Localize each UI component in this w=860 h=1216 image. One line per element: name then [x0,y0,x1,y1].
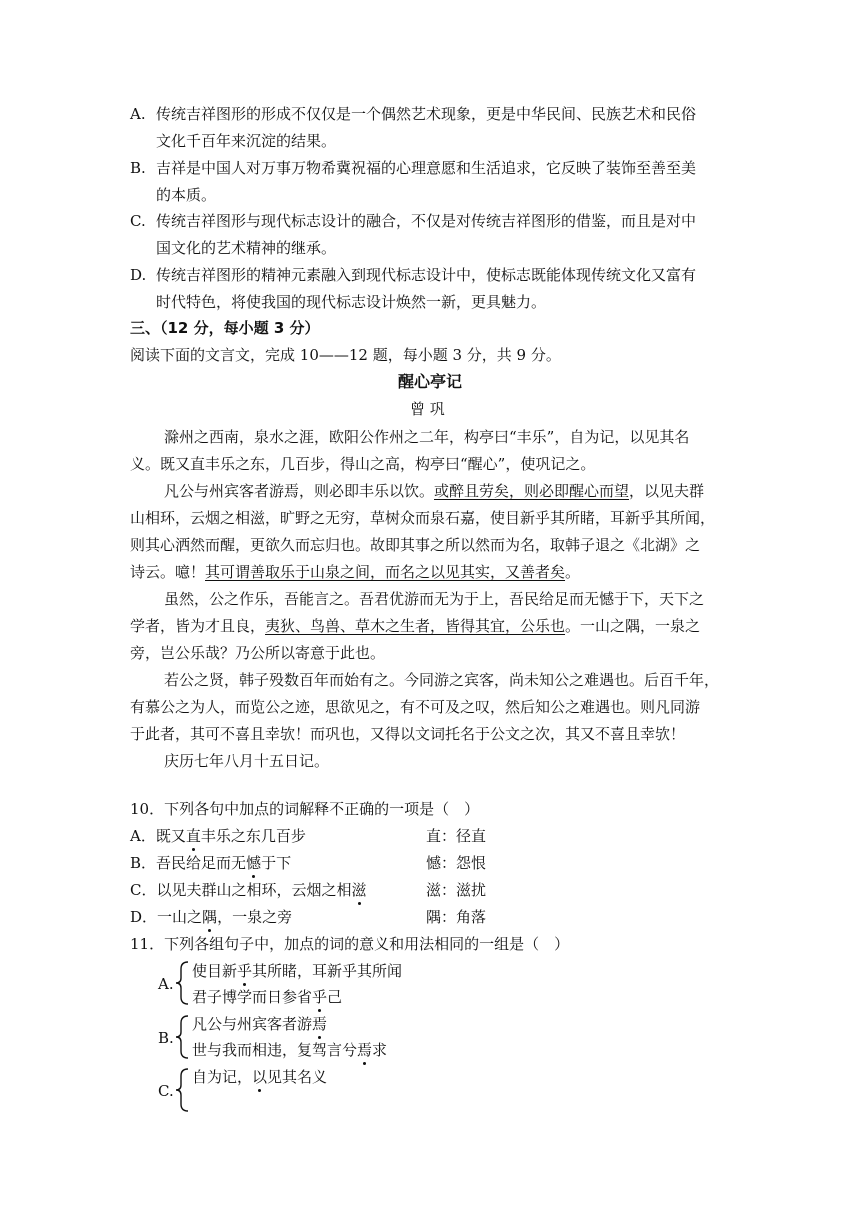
q11-group-label-c: C. [158,1082,174,1100]
passage-date: 庆历七年八月十五日记。 [164,752,330,770]
q10-definition-d: 隅：角落 [426,908,487,926]
brace-icon [174,1014,190,1060]
option-text: 国文化的艺术精神的继承。 [156,239,337,257]
dotted-word: 隅 [202,908,218,926]
q10-option-c [130,880,367,900]
passage-line [130,616,700,636]
text: 一山之 [157,908,203,926]
text: 。 [565,563,581,581]
dotted-word: 直 [185,827,201,845]
q10-definition-c: 滋：滋扰 [426,881,487,899]
text: 自为记， [192,1068,253,1086]
text: 丰乐之东几百步 [200,827,306,845]
q10-stem: 10．下列各句中加点的词解释不正确的一项是（ ） [130,800,480,818]
q10-definition-a: 直：径直 [426,827,487,845]
passage-line: 旁，岂公乐哉？乃公所以寄意于此也。 [130,644,386,662]
q10-option-a [130,826,306,846]
passage-title: 醒心亭记 [398,372,463,391]
passage-line: 则其心洒然而醒，更欲久而忘归也。故即其事之所以然而为名，取韩子退之《北湖》之 [130,536,701,554]
section-instruction: 阅读下面的文言文，完成 10——12 题，每小题 3 分，共 9 分。 [130,346,561,364]
passage-line [130,562,580,582]
option-label: B. [130,159,146,177]
option-label: B． [130,854,157,872]
dotted-word: 憾 [246,854,262,872]
option-label: D． [130,908,158,926]
text: ，以见夫群 [629,482,705,500]
q11-sentence [192,987,342,1007]
text: 见其名义 [267,1068,328,1086]
option-text: 文化千百年来沉淀的结果。 [156,132,337,150]
text: 己 [327,988,343,1006]
dotted-word: 乎 [312,988,328,1006]
option-text: 传统吉祥图形的精神元素融入到现代标志设计中，使标志既能体现传统文化又富有 [156,266,697,284]
text: 学者，皆为才且良， [130,617,266,635]
brace-icon [174,1067,190,1113]
text: 使目新 [192,962,238,980]
option-text: 的本质。 [156,186,217,204]
dotted-word: 滋 [351,881,367,899]
text: 其所睹，耳新乎其所闻 [252,962,403,980]
passage-line: 于此者，其可不喜且幸欤！而巩也，又得以文词托名于公文之次，其又不喜且幸欤！ [130,725,686,743]
dotted-word: 以 [252,1068,268,1086]
q11-group-label-a: A. [158,975,174,993]
passage-line: 若公之贤，韩子殁数百年而始有之。今同游之宾客，尚未知公之难遇也。后百千年， [164,671,720,689]
option-text: 传统吉祥图形与现代标志设计的融合，不仅是对传统吉祥图形的借鉴，而且是对中 [156,212,697,230]
text: 于下 [261,854,292,872]
option-text: 传统吉祥图形的形成不仅仅是一个偶然艺术现象，更是中华民间、民族艺术和民俗 [156,105,697,123]
text: 凡公与州宾客者游焉，则必即丰乐以饮。 [164,482,435,500]
q10-option-d [130,907,292,927]
q11-sentence [192,1040,387,1060]
dotted-word: 焉 [312,1015,328,1033]
option-label: C． [130,881,157,899]
passage-line [164,481,704,501]
q10-option-b [130,853,291,873]
passage-author: 曾 巩 [410,400,445,418]
option-text: 时代特色，将使我国的现代标志设计焕然一新，更具魅力。 [156,293,547,311]
q11-stem: 11．下列各组句子中，加点的词的意义和用法相同的一组是（ ） [130,935,570,953]
passage-line: 虽然，公之作乐，吾能言之。吾君优游而无为于上，吾民给足而无憾于下，天下之 [164,590,705,608]
option-label: A． [130,827,156,845]
brace-icon [174,960,190,1006]
q11-sentence [192,961,402,981]
dotted-word: 乎 [237,962,253,980]
option-label: A. [130,105,146,123]
option-text: 吉祥是中国人对万事万物希冀祝福的心理意愿和生活追求，它反映了装饰至善至美 [156,159,697,177]
text: 世与我而相违，复驾言兮 [192,1041,358,1059]
passage-line: 有慕公之为人，而览公之迹，思欲见之，有不可及之叹，然后知公之难遇也。则凡同游 [130,698,701,716]
text: 既又 [155,827,186,845]
q11-group-label-b: B. [158,1029,174,1047]
text: 求 [372,1041,388,1059]
text: ，一泉之旁 [217,908,293,926]
text: 君子博学而日参省 [192,988,313,1006]
underlined-sentence: 其可谓善取乐于山泉之间，而名之以见其实，又善者矣 [205,563,566,581]
underlined-sentence: 夷狄、鸟兽、草木之生者，皆得其宜，公乐也 [265,617,566,635]
text: 凡公与州宾客者游 [192,1015,313,1033]
option-label: D. [130,266,147,284]
passage-line: 山相环，云烟之相滋，旷野之无穷，草树众而泉石嘉，使目新乎其所睹，耳新乎其所闻， [130,509,716,527]
dotted-word: 焉 [357,1041,373,1059]
text: 以见夫群山之相环，云烟之相 [156,881,352,899]
section-heading: 三、（12 分，每小题 3 分） [130,319,320,337]
option-label: C. [130,212,146,230]
q10-definition-b: 憾：怨恨 [426,854,487,872]
underlined-sentence: 或醉且劳矣，则必即醒心而望 [434,482,630,500]
q11-sentence [192,1014,327,1034]
text: 吾民给足而无 [156,854,247,872]
passage-line: 滁州之西南，泉水之涯，欧阳公作州之二年，构亭曰“丰乐”，自为记，以见其名 [164,428,690,446]
text: 诗云。噫！ [130,563,206,581]
q11-sentence [192,1067,327,1087]
text: 。一山之隅，一泉之 [565,617,701,635]
passage-line: 义。既又直丰乐之东，几百步，得山之高，构亭曰“醒心”，使巩记之。 [130,455,596,473]
